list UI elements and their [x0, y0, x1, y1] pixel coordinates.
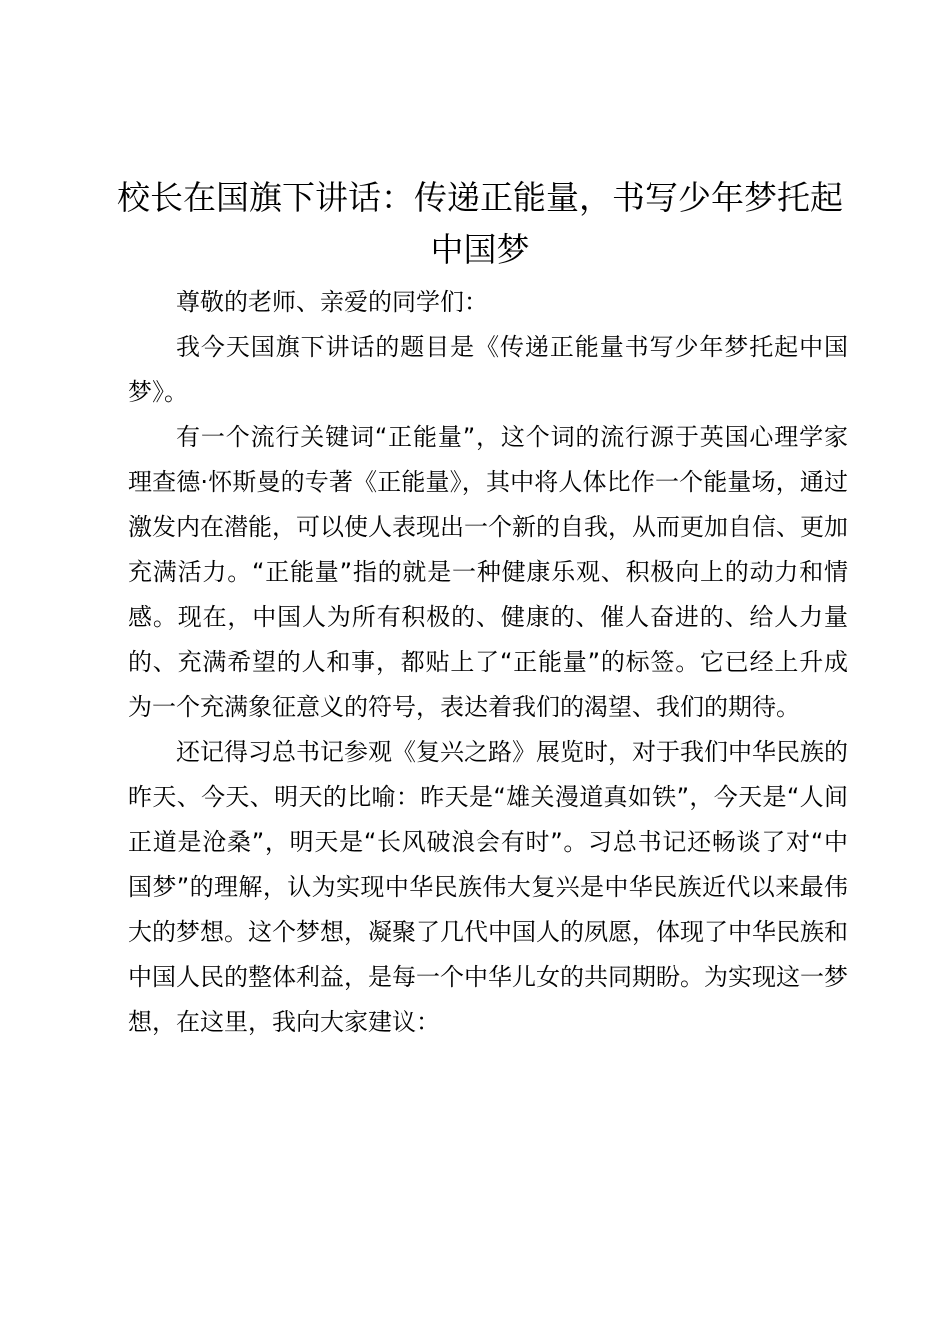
- document-title: 校长在国旗下讲话：传递正能量，书写少年梦托起中国梦: [117, 178, 843, 269]
- positive-energy-paragraph: 有一个流行关键词“正能量”，这个词的流行源于英国心理学家理查德·怀斯曼的专著《正能量》，其中将人体比作一个能量场，通过激发内在潜能，可以使人表现出一个新的自我，从而更加自信、更加充满活力。“正能量”指的就是一种健康乐观、积极向上的动力和情感。现在，中国人为所有积极的、健康的、催人奋进的、给人力量的、充满希望的人和事，都贴上了“正能量”的标签。它已经上升成为一个充满象征意义的符号，表达着我们的渴望、我们的期待。: [128, 423, 848, 721]
- salutation-paragraph: 尊敬的老师、亲爱的同学们：: [176, 288, 488, 316]
- topic-paragraph: 我今天国旗下讲话的题目是《传递正能量书写少年梦托起中国梦》。: [128, 333, 848, 406]
- document-body: [128, 280, 848, 1045]
- chinese-dream-paragraph: 还记得习总书记参观《复兴之路》展览时，对于我们中华民族的昨天、今天、明天的比喻：昨天是“雄关漫道真如铁”，今天是“人间正道是沧桑”，明天是“长风破浪会有时”。习总书记还畅谈了对“中国梦”的理解，认为实现中华民族伟大复兴是中华民族近代以来最伟大的梦想。这个梦想，凝聚了几代中国人的夙愿，体现了中华民族和中国人民的整体利益，是每一个中华儿女的共同期盼。为实现这一梦想，在这里，我向大家建议：: [128, 738, 848, 1036]
